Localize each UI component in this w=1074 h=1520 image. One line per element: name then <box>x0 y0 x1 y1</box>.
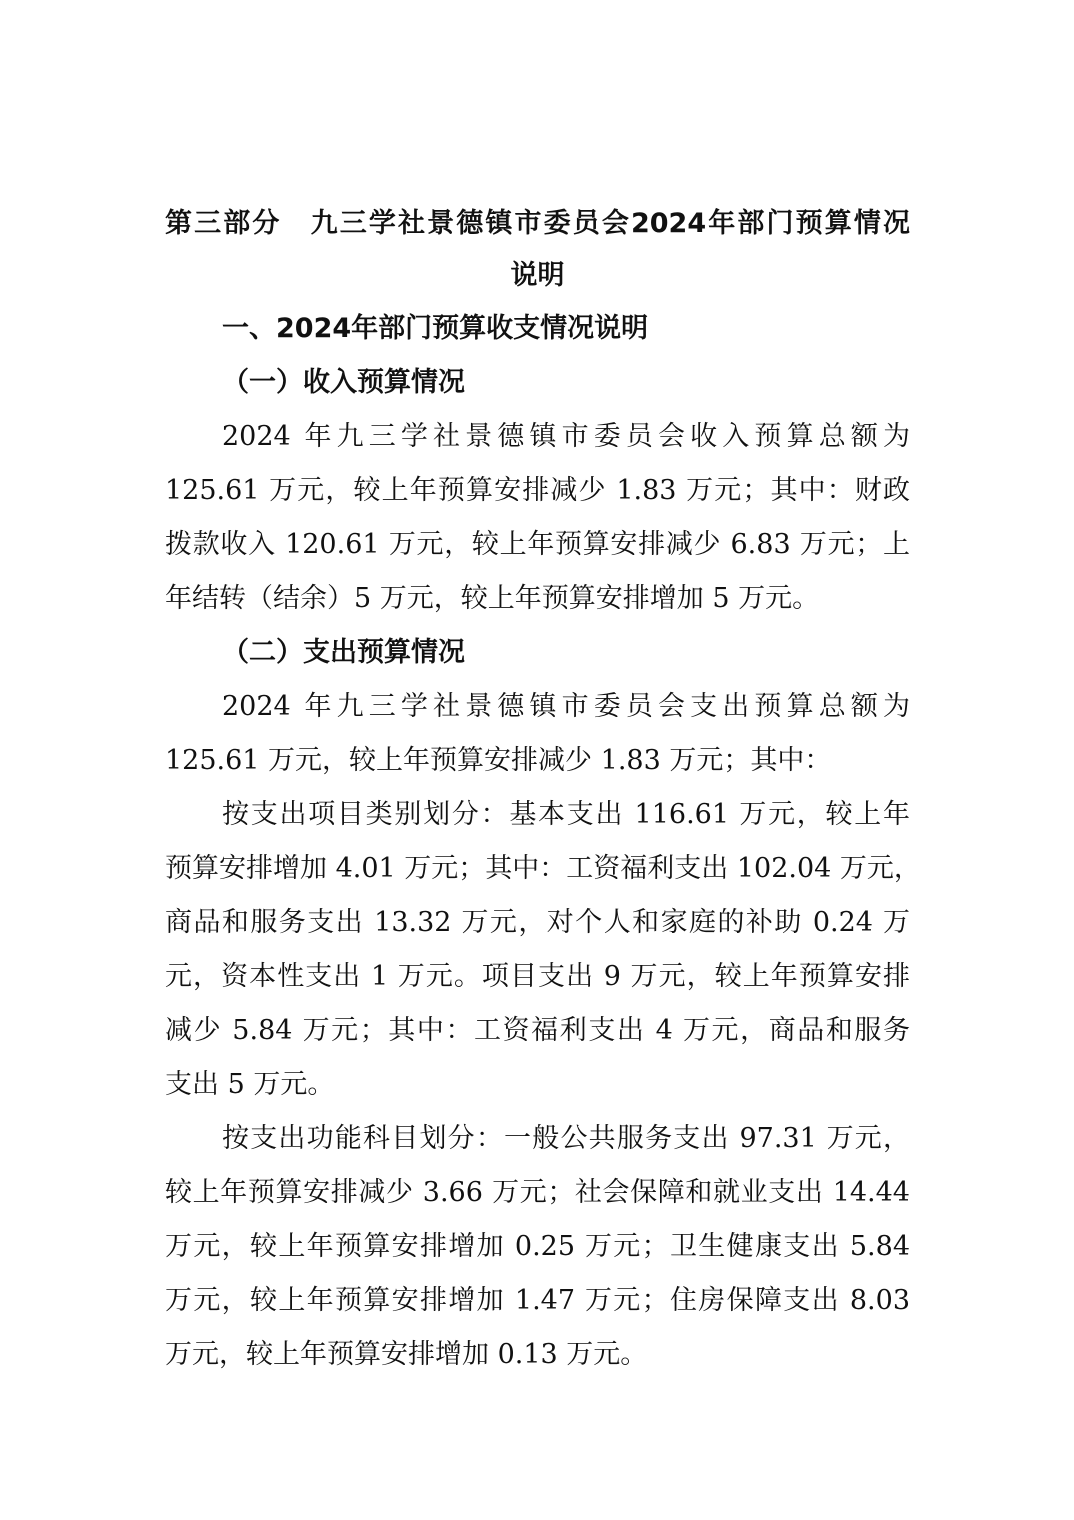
paragraph-line: 拨款收入 120.61 万元，较上年预算安排减少 6.83 万元；上 <box>165 529 910 560</box>
paragraph-line: 按支出项目类别划分：基本支出 116.61 万元，较上年 <box>222 799 910 830</box>
income-paragraph <box>165 410 910 626</box>
paragraph-line: 2024 年九三学社景德镇市委员会收入预算总额为 <box>222 421 910 452</box>
expenditure-paragraph-3 <box>165 1112 910 1382</box>
document-body <box>165 302 921 1382</box>
paragraph-line: 较上年预算安排减少 3.66 万元；社会保障和就业支出 14.44 <box>165 1177 910 1208</box>
income-heading: （一）收入预算情况 <box>222 367 465 398</box>
section-heading: 一、2024年部门预算收支情况说明 <box>222 313 649 344</box>
paragraph-line: 元，资本性支出 1 万元。项目支出 9 万元，较上年预算安排 <box>165 961 910 992</box>
paragraph-line: 商品和服务支出 13.32 万元，对个人和家庭的补助 0.24 万 <box>165 907 910 938</box>
expenditure-paragraph-2 <box>165 788 921 1112</box>
paragraph-line: 年结转（结余）5 万元，较上年预算安排增加 5 万元。 <box>165 583 820 614</box>
paragraph-line: 万元，较上年预算安排增加 1.47 万元；住房保障支出 8.03 <box>165 1285 910 1316</box>
paragraph-line: 2024 年九三学社景德镇市委员会支出预算总额为 <box>222 691 910 722</box>
paragraph-line: 预算安排增加 4.01 万元；其中：工资福利支出 102.04 万元， <box>165 853 921 884</box>
paragraph-line: 按支出功能科目划分：一般公共服务支出 97.31 万元， <box>222 1123 910 1154</box>
document-title <box>165 198 910 302</box>
expenditure-paragraph-1 <box>165 680 910 788</box>
paragraph-line: 125.61 万元，较上年预算安排减少 1.83 万元；其中： <box>165 745 832 776</box>
expenditure-heading: （二）支出预算情况 <box>222 637 465 668</box>
paragraph-line: 支出 5 万元。 <box>165 1069 335 1100</box>
paragraph-line: 万元，较上年预算安排增加 0.13 万元。 <box>165 1339 648 1370</box>
title-line-2: 说明 <box>510 260 565 291</box>
paragraph-line: 125.61 万元，较上年预算安排减少 1.83 万元；其中：财政 <box>165 475 910 506</box>
paragraph-line: 万元，较上年预算安排增加 0.25 万元；卫生健康支出 5.84 <box>165 1231 910 1262</box>
title-line-1: 第三部分 九三学社景德镇市委员会2024年部门预算情况 <box>165 208 910 239</box>
paragraph-line: 减少 5.84 万元；其中：工资福利支出 4 万元，商品和服务 <box>165 1015 910 1046</box>
